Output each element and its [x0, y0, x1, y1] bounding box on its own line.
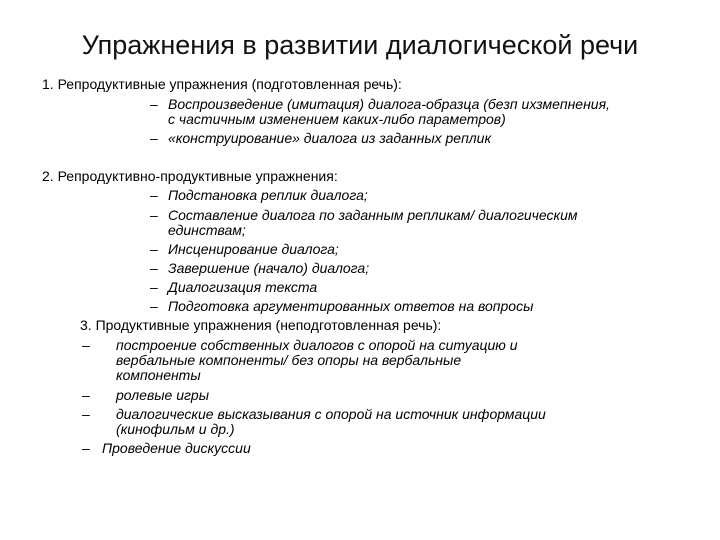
section2-item4-line1: Завершение (начало) диалога; [168, 260, 370, 276]
section2-item1-dash: – [150, 187, 158, 203]
page-title: Упражнения в развитии диалогической речи [81, 30, 639, 60]
section2-heading: 2. Репродуктивно-продуктивные упражнения: [42, 168, 338, 184]
section3-item2-dash: – [82, 387, 90, 403]
section3-item2-line1: ролевые игры [116, 387, 210, 403]
section3-item4-dash: – [82, 440, 90, 456]
section1-item2-line1: «конструирование» диалога из заданных реплик [168, 130, 492, 146]
section1-item1-dash: – [150, 96, 158, 112]
section1-item1-line1: Воспроизведение (имитация) диалога-образца (безп ихзмепнения, [168, 96, 610, 112]
section3-item1-line3: компоненты [116, 367, 201, 383]
section2-item3-dash: – [150, 241, 158, 257]
section2-item2-dash: – [150, 207, 158, 223]
section2-item3-line1: Инсценирование диалога; [168, 241, 339, 257]
section3-item1-line2: вербальные компоненты/ без опоры на вербальные [116, 352, 462, 368]
section2-item5-line1: Диалогизация текста [168, 279, 318, 295]
section3-item1-line1: построение собственных диалогов с опорой на ситуацию и [116, 337, 518, 353]
section3-item1-dash: – [82, 337, 90, 353]
section2-item6-line1: Подготовка аргументированных ответов на вопросы [168, 298, 534, 314]
section3-heading: 3. Продуктивные упражнения (неподготовленная речь): [80, 317, 442, 333]
section3-item3-dash: – [82, 406, 90, 422]
section3-item4-line1: Проведение дискуссии [102, 440, 251, 456]
section1-heading: 1. Репродуктивные упражнения (подготовленная речь): [42, 76, 402, 92]
section1-item2-dash: – [150, 130, 158, 146]
section3-item3-line1: диалогические высказывания с опорой на источник информации [116, 406, 546, 422]
section2-item2-line2: единствам; [168, 222, 246, 238]
section2-item4-dash: – [150, 260, 158, 276]
section2-item1-line1: Подстановка реплик диалога; [168, 187, 368, 203]
section2-item6-dash: – [150, 298, 158, 314]
section2-item5-dash: – [150, 279, 158, 295]
section1-item1-line2: с частичным изменением каких-либо параметров) [168, 111, 506, 127]
section3-item3-line2: (кинофильм и др.) [116, 421, 235, 437]
section2-item2-line1: Составление диалога по заданным репликам/ диалогическим [168, 207, 578, 223]
